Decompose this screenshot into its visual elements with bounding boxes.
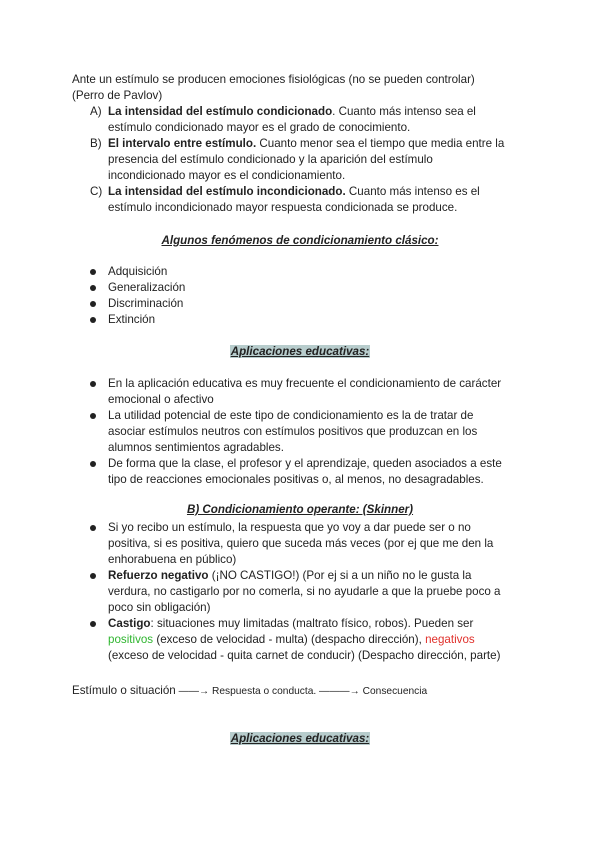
factor-c-line: estímulo incondicionado mayor respuesta condicionada se produce. — [108, 201, 458, 214]
list-item: Refuerzo negativo (¡NO CASTIGO!) (Por ej si a un niño no le gusta la — [108, 569, 472, 582]
list-item-line: tipo de reacciones emocionales positivas o, al menos, no desagradables. — [108, 473, 484, 486]
factor-c-marker: C) — [90, 185, 103, 198]
factor-b-title: El intervalo entre estímulo. — [108, 137, 257, 150]
list-item: En la aplicación educativa es muy frecuente el condicionamiento de carácter — [108, 377, 502, 390]
list-item-line: emocional o afectivo — [108, 393, 214, 406]
punishment-term: Castigo — [108, 617, 151, 630]
list-item: Castigo: situaciones muy limitadas (maltrato físico, robos). Pueden ser — [108, 617, 474, 630]
list-item: Generalización — [108, 281, 186, 294]
factor-a-title: La intensidad del estímulo condicionado — [108, 105, 333, 118]
factor-c-title: La intensidad del estímulo incondicionado. — [108, 185, 346, 198]
list-item-line: enhorabuena en público) — [108, 553, 237, 566]
list-item-line: positivos (exceso de velocidad - multa) (despacho dirección), negativos — [108, 633, 475, 646]
bullet-icon — [90, 573, 96, 579]
list-item: La utilidad potencial de este tipo de condicionamiento es la de tratar de — [108, 409, 474, 422]
stimulus-response-flow — [72, 683, 427, 700]
bullet-icon — [90, 621, 96, 627]
positive-word: positivos — [108, 633, 154, 646]
list-item-line: positiva, si es positiva, quiero que suceda más veces (por ej que me den la — [108, 537, 494, 550]
factor-b-line: presencia del estímulo condicionado y la aparición del estímulo — [108, 153, 433, 166]
list-item-line: alumnos sentimientos agradables. — [108, 441, 284, 454]
factor-b-marker: B) — [90, 137, 102, 150]
list-item-line: (exceso de velocidad - quita carnet de conducir) (Despacho dirección, parte) — [108, 649, 501, 662]
phenomena-heading: Algunos fenómenos de condicionamiento clásico: — [161, 234, 439, 247]
list-item: Discriminación — [108, 297, 184, 310]
bullet-icon — [90, 285, 96, 291]
flow-response: Respuesta o conducta. — [211, 686, 317, 697]
factor-b-first-line: El intervalo entre estímulo. Cuanto menor sea el tiempo que media entre la — [108, 137, 505, 150]
list-item-line: verdura, no castigarlo por no comerla, si no ayudarle a que la pruebe poco a — [108, 585, 501, 598]
list-item-line: asociar estímulos neutros con estímulos positivos que produzcan en los — [108, 425, 478, 438]
applications-heading-2: Aplicaciones educativas: — [230, 732, 370, 745]
bullet-icon — [90, 301, 96, 307]
bullet-icon — [90, 269, 96, 275]
list-item: Adquisición — [108, 265, 168, 278]
arrow-icon: ——→ — [175, 686, 212, 697]
operant-heading: B) Condicionamiento operante: (Skinner) — [186, 503, 414, 516]
bullet-icon — [90, 317, 96, 323]
flow-stimulus: Estímulo o situación — [72, 684, 176, 697]
bullet-icon — [90, 413, 96, 419]
list-item-line: poco sin obligación) — [108, 601, 211, 614]
bullet-icon — [90, 525, 96, 531]
list-item: Si yo recibo un estímulo, la respuesta que yo voy a dar puede ser o no — [108, 521, 471, 534]
bullet-icon — [90, 381, 96, 387]
factor-a-marker: A) — [90, 105, 102, 118]
intro-line-2: (Perro de Pavlov) — [72, 89, 163, 102]
intro-line-1: Ante un estímulo se producen emociones fisiológicas (no se pueden controlar) — [72, 73, 475, 86]
factor-c-first-line: La intensidad del estímulo incondicionado. Cuanto más intenso es el — [108, 185, 480, 198]
factor-b-line: incondicionado mayor es el condicionamiento. — [108, 169, 346, 182]
bullet-icon — [90, 461, 96, 467]
arrow-icon: ———→ — [316, 686, 363, 697]
negative-word: negativos — [425, 633, 475, 646]
flow-consequence: Consecuencia — [362, 686, 428, 697]
factor-a-first-line: La intensidad del estímulo condicionado. Cuanto más intenso sea el — [108, 105, 476, 118]
factor-a-line: estímulo condicionado mayor es el grado de conocimiento. — [108, 121, 411, 134]
list-item: Extinción — [108, 313, 156, 326]
list-item: De forma que la clase, el profesor y el aprendizaje, queden asociados a este — [108, 457, 502, 470]
negative-reinforcement-term: Refuerzo negativo — [108, 569, 209, 582]
applications-heading: Aplicaciones educativas: — [230, 345, 370, 358]
